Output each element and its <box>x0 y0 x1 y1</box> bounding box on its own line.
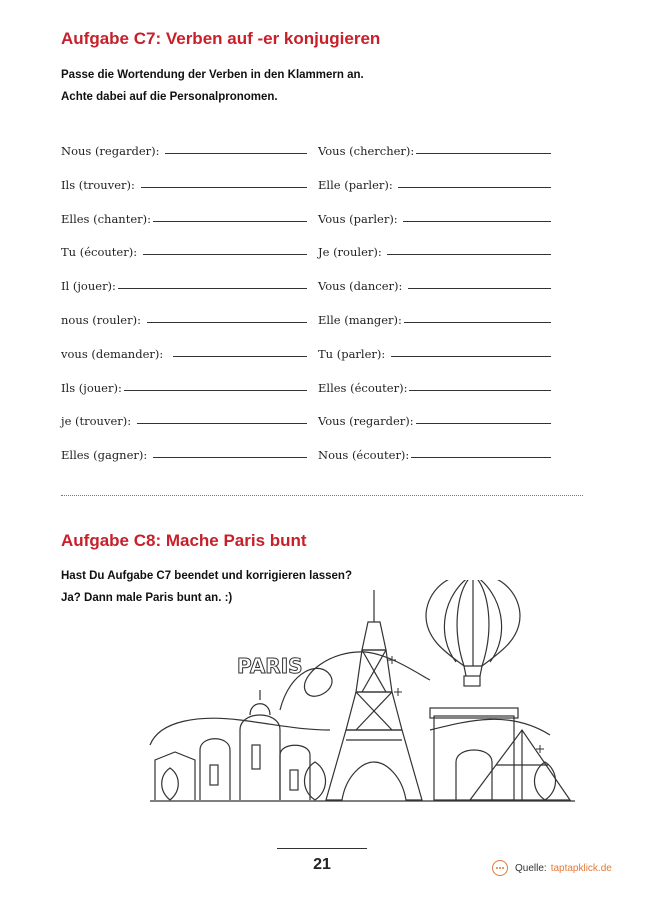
answer-blank[interactable] <box>416 423 551 424</box>
page-number-rule <box>277 848 367 849</box>
verb-prompt: Il (jouer): <box>61 279 116 294</box>
answer-blank[interactable] <box>387 254 551 255</box>
verb-prompt: Tu (écouter): <box>61 245 141 260</box>
answer-blank[interactable] <box>411 457 551 458</box>
verb-prompt: Elles (chanter): <box>61 211 151 226</box>
exercise-row-right <box>318 275 551 293</box>
exercise-row-right <box>318 208 551 226</box>
hot-air-balloon-illustration <box>426 580 520 686</box>
louvre-pyramid-illustration <box>470 730 570 800</box>
answer-blank[interactable] <box>141 187 307 188</box>
page-number: 21 <box>313 856 331 873</box>
task-c7-instructions <box>61 64 364 108</box>
exercise-row-left <box>61 140 307 158</box>
exercise-row-right <box>318 174 551 192</box>
paris-coloring-illustration <box>130 580 590 810</box>
verb-prompt: Vous (regarder): <box>318 414 414 429</box>
answer-blank[interactable] <box>124 390 307 391</box>
answer-blank[interactable] <box>391 356 551 357</box>
answer-blank[interactable] <box>165 153 307 154</box>
source-credit <box>492 860 612 876</box>
source-link[interactable]: taptapklick.de <box>550 862 612 874</box>
exercise-row-right <box>318 444 551 462</box>
exercise-row-right <box>318 241 551 259</box>
exercise-row-left <box>61 343 307 361</box>
verb-prompt: Ils (trouver): <box>61 177 139 192</box>
answer-blank[interactable] <box>404 322 551 323</box>
answer-blank[interactable] <box>118 288 307 289</box>
verb-prompt: Elle (manger): <box>318 313 402 327</box>
verb-prompt: Elle (parler): <box>318 177 397 192</box>
exercise-row-right <box>318 140 551 158</box>
exercise-row-left <box>61 174 307 192</box>
paris-lettering: PARIS <box>237 654 303 678</box>
source-label: Quelle: <box>515 862 547 874</box>
answer-blank[interactable] <box>403 221 551 222</box>
exercise-row-left <box>61 275 307 293</box>
verb-prompt: je (trouver): <box>61 414 135 429</box>
task-c7-title: Aufgabe C7: Verben auf -er konjugieren <box>61 29 381 48</box>
skyline-background-curve-right <box>430 719 550 735</box>
answer-blank[interactable] <box>416 153 551 154</box>
exercise-row-right <box>318 377 551 395</box>
verb-prompt: Ils (jouer): <box>61 380 122 395</box>
exercise-row-left <box>61 241 307 259</box>
answer-blank[interactable] <box>137 423 307 424</box>
answer-blank[interactable] <box>409 390 551 391</box>
answer-blank[interactable] <box>153 457 307 458</box>
verb-prompt: Vous (parler): <box>318 211 402 226</box>
verb-prompt: Elles (écouter): <box>318 380 408 395</box>
verb-prompt: Tu (parler): <box>318 346 389 361</box>
exercise-row-left <box>61 208 307 226</box>
exercise-row-left <box>61 410 307 428</box>
exercise-row-right <box>318 343 551 361</box>
section-divider <box>61 495 583 496</box>
task-c8-instruction-line-1: Hast Du Aufgabe C7 beendet und korrigieren lassen? <box>61 570 352 582</box>
exercise-row-left <box>61 309 307 327</box>
answer-blank[interactable] <box>398 187 551 188</box>
verb-prompt: nous (rouler): <box>61 313 145 327</box>
exercise-row-left <box>61 444 307 462</box>
taptapklick-logo-icon <box>492 860 508 876</box>
verb-prompt: Nous (regarder): <box>61 144 164 158</box>
exercise-row-right <box>318 410 551 428</box>
verb-prompt: Elles (gagner): <box>61 448 151 463</box>
answer-blank[interactable] <box>153 221 307 222</box>
verb-prompt: Je (rouler): <box>318 245 386 260</box>
answer-blank[interactable] <box>408 288 551 289</box>
task-c8-instruction-line-2: Ja? Dann male Paris bunt an. :) <box>61 592 233 604</box>
eiffel-tower-illustration <box>326 590 422 800</box>
verb-prompt: Nous (écouter): <box>318 448 410 463</box>
exercise-row-left <box>61 377 307 395</box>
task-c7-instruction-line-1: Passe die Wortendung der Verben in den Klammern an. <box>61 69 364 81</box>
answer-blank[interactable] <box>143 254 307 255</box>
verb-prompt: Vous (chercher): <box>318 144 415 158</box>
verb-prompt: vous (demander): <box>61 346 171 361</box>
exercise-row-right <box>318 309 551 327</box>
answer-blank[interactable] <box>173 356 307 357</box>
verb-prompt: Vous (dancer): <box>318 279 407 294</box>
answer-blank[interactable] <box>147 322 307 323</box>
task-c8-title: Aufgabe C8: Mache Paris bunt <box>61 531 307 550</box>
sparkle-icons <box>388 656 544 753</box>
task-c7-instruction-line-2: Achte dabei auf die Personalpronomen. <box>61 91 278 103</box>
